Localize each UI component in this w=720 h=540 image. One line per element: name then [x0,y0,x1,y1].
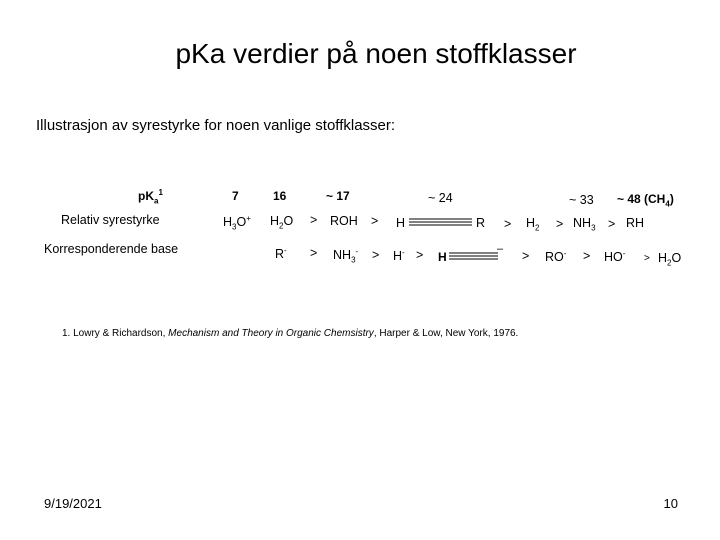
pka-label: pK [138,189,154,203]
base-h2o: $H_2O$ [658,251,682,268]
pka-value-nh3: ~ 33 [569,193,594,207]
slide-title: pKa verdier på noen stoffklasser [175,38,577,69]
pka-value-roh: ~ 17 [326,189,350,203]
base-ro: RO- [545,249,567,265]
base-acetylide-h: H [438,250,447,264]
base-ho: HO- [604,249,626,265]
intro-text: Illustrasjon av syrestyrke for noen vanlige stoffklasser: [36,117,396,134]
base-acetylide-charge: – [497,243,504,255]
base-nh2: $NH_3^-$ [333,247,359,265]
gt-sign: > [310,213,318,227]
pka-value-h2o: 16 [273,189,287,203]
pka-value-h3o: 7 [232,189,239,203]
pka-sup: 1 [158,188,163,197]
gt-sign: > [608,217,616,231]
base-hydride: H- [393,248,405,264]
base-r: R- [275,246,287,262]
triple-bond-alkyne [409,219,472,225]
gt-sign: > [310,246,318,260]
gt-sign: > [372,248,380,262]
pka-sub: a [154,196,159,206]
gt-sign: > [504,217,512,231]
gt-sign: > [644,253,650,264]
gt-sign: > [522,249,530,263]
acid-rh: RH [626,216,645,230]
acid-roh: ROH [330,214,358,228]
gt-sign: > [556,217,564,231]
row-label-base: Korresponderende base [44,242,179,256]
acid-alkyne-h: H [396,216,406,230]
pka-value-alkyne: ~ 24 [428,191,453,205]
acid-h2: $H_2$ [526,216,540,233]
acid-h2o: $H_2O$ [270,214,294,231]
acid-h3o: $H_3O^+$ [223,214,251,232]
triple-bond-acetylide [449,253,498,259]
footnote: 1. Lowry & Richardson, Mechanism and Theory in Organic Chemsistry, Harper & Low, New York, 1976. [62,328,519,339]
acid-alkyne-r: R [476,216,486,230]
gt-sign: > [583,249,591,263]
slide-date: 9/19/2021 [44,496,102,511]
pka-value-rh: ~ 48 $(CH_4)$ [617,192,674,209]
gt-sign: > [371,214,379,228]
row-label-acid: Relativ syrestyrke [61,213,160,227]
page-number: 10 [663,496,678,511]
gt-sign: > [416,248,424,262]
acid-nh3: $NH_3$ [573,216,596,233]
